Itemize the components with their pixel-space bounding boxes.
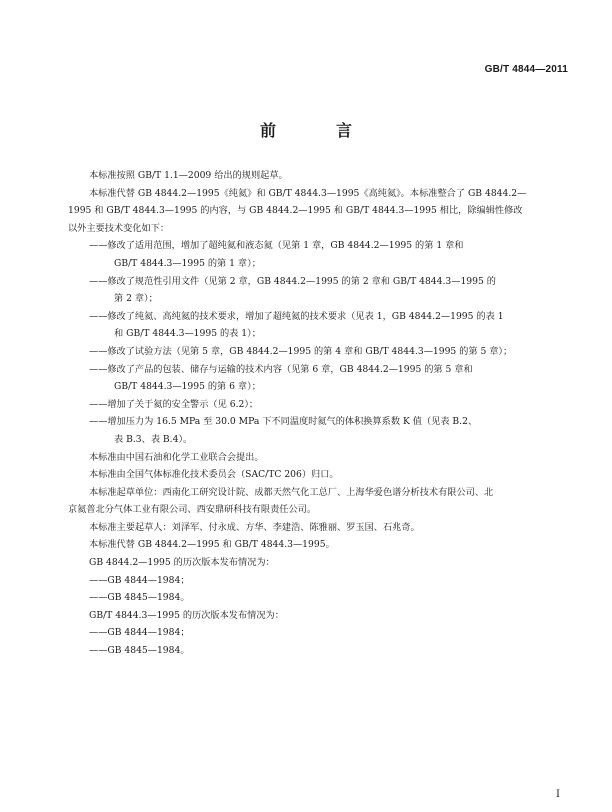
paragraph-line: 本标准代替 GB 4844.2—1995《纯氦》和 GB/T 4844.3—1995《高纯氦》。本标准整合了 GB 4844.2— — [89, 187, 527, 199]
list-item-continuation: 表 B.3、表 B.4）。 — [114, 433, 193, 445]
page-title: 前 言 — [259, 121, 374, 140]
list-item: ——GB 4845—1984。 — [89, 645, 190, 657]
list-item: ——GB 4844—1984； — [89, 627, 190, 639]
paragraph-line: GB/T 4844.3—1995 的历次版本发布情况为： — [89, 609, 284, 621]
list-item: ——修改了产品的包装、储存与运输的技术内容（见第 6 章，GB 4844.2—1995 的第 5 章和 — [89, 363, 473, 375]
page-number: I — [556, 789, 560, 800]
paragraph-line: 京氦普北分气体工业有限公司、西安鼎研科技有限责任公司。 — [68, 504, 317, 516]
paragraph-line: 以外主要技术变化如下： — [68, 222, 170, 234]
list-item: ——修改了试验方法（见第 5 章，GB 4844.2—1995 的第 4 章和 GB/T 4844.3—1995 的第 5 章）； — [89, 345, 513, 357]
paragraph-line: GB 4844.2—1995 的历次版本发布情况为： — [89, 557, 275, 569]
list-item: ——修改了规范性引用文件（见第 2 章，GB 4844.2—1995 的第 2 章和 GB/T 4844.3—1995 的 — [89, 275, 496, 287]
list-item-continuation: GB/T 4844.3—1995 的第 6 章）； — [114, 381, 261, 393]
list-item: ——修改了适用范围，增加了超纯氦和液态氦（见第 1 章，GB 4844.2—1995 的第 1 章和 — [89, 240, 464, 252]
list-item: ——GB 4845—1984。 — [89, 592, 190, 604]
paragraph-line: 本标准主要起草人：刘泽军、付永成、方华、李建浩、陈雅丽、罗玉国、石兆奇。 — [89, 521, 420, 533]
list-item: ——增加压力为 16.5 MPa 至 30.0 MPa 下不同温度时氦气的体积换算系数 K 值（见表 B.2、 — [89, 416, 478, 428]
list-item: ——增加了关于氦的安全警示（见 6.2）； — [89, 398, 259, 410]
paragraph-line: 本标准代替 GB 4844.2—1995 和 GB/T 4844.3—1995。 — [89, 539, 335, 551]
list-item: ——修改了纯氦、高纯氦的技术要求，增加了超纯氦的技术要求（见表 1，GB 4844.2—1995 的表 1 — [89, 310, 504, 322]
list-item-continuation: 和 GB/T 4844.3—1995 的表 1）； — [114, 328, 261, 340]
paragraph-line: 本标准按照 GB/T 1.1—2009 给出的规则起草。 — [89, 170, 288, 181]
list-item: ——GB 4844—1984； — [89, 574, 190, 586]
paragraph-line: 本标准由中国石油和化学工业联合会提出。 — [89, 451, 264, 463]
paragraph-line: 本标准起草单位：西南化工研究设计院、成都天然气化工总厂、上海华爱色谱分析技术有限公司、北 — [89, 486, 494, 498]
paragraph-line: 本标准由全国气体标准化技术委员会（SAC/TC 206）归口。 — [89, 469, 339, 481]
foreword-body — [68, 167, 570, 660]
list-item-continuation: GB/T 4844.3—1995 的第 1 章）； — [114, 257, 261, 269]
paragraph-line: 1995 和 GB/T 4844.3—1995 的内容，与 GB 4844.2—1995 和 GB/T 4844.3—1995 相比，除编辑性修改 — [68, 205, 523, 217]
list-item-continuation: 第 2 章）； — [114, 293, 158, 305]
standard-code: GB/T 4844—2011 — [484, 64, 568, 75]
